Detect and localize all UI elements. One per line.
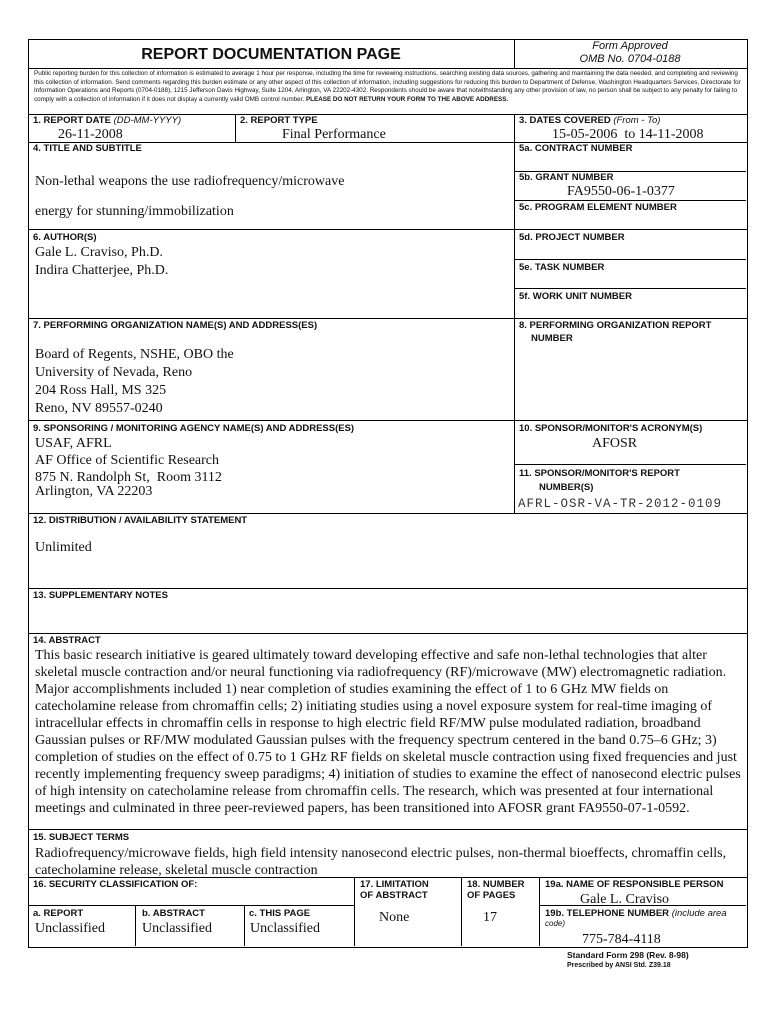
divider bbox=[354, 877, 355, 946]
title-line-1[interactable]: Non-lethal weapons the use radiofrequency/microwave bbox=[35, 174, 345, 189]
page-count-label: 18. NUMBER bbox=[467, 879, 525, 890]
form-approved-label: Form Approved bbox=[592, 40, 668, 52]
grant-number-value[interactable]: FA9550-06-1-0377 bbox=[567, 184, 675, 199]
divider bbox=[514, 288, 746, 289]
page-count-label-2: OF PAGES bbox=[467, 890, 516, 901]
telephone-hint-2: code) bbox=[545, 919, 566, 928]
distribution-value[interactable]: Unlimited bbox=[35, 540, 92, 555]
performing-org-report-label-2: NUMBER bbox=[531, 333, 573, 344]
sponsor-acronym-value[interactable]: AFOSR bbox=[592, 436, 638, 451]
sponsoring-agency-line-1[interactable]: USAF, AFRL bbox=[35, 436, 112, 451]
report-date-hint: (DD-MM-YYYY) bbox=[113, 115, 182, 126]
sponsor-report-label-2: NUMBER(S) bbox=[539, 482, 594, 493]
divider bbox=[28, 829, 748, 830]
sponsoring-agency-line-3[interactable]: 875 N. Randolph St, Room 3112 bbox=[35, 470, 222, 485]
telephone-label: 19b. TELEPHONE NUMBER (include area bbox=[545, 908, 727, 919]
report-type-value[interactable]: Final Performance bbox=[282, 127, 386, 142]
divider bbox=[514, 114, 515, 514]
divider bbox=[514, 259, 746, 260]
telephone-value[interactable]: 775-784-4118 bbox=[582, 932, 661, 947]
burden-warning: PLEASE DO NOT RETURN YOUR FORM TO THE ABOVE ADDRESS. bbox=[305, 95, 509, 103]
distribution-label: 12. DISTRIBUTION / AVAILABILITY STATEMENT bbox=[33, 515, 248, 526]
divider bbox=[244, 905, 245, 946]
sponsoring-agency-line-4[interactable]: Arlington, VA 22203 bbox=[35, 484, 153, 499]
divider bbox=[28, 905, 354, 906]
this-page-class-label: c. THIS PAGE bbox=[249, 908, 311, 919]
report-type-label: 2. REPORT TYPE bbox=[240, 115, 318, 126]
sponsor-acronym-label: 10. SPONSOR/MONITOR'S ACRONYM(S) bbox=[519, 423, 703, 434]
sponsoring-agency-label: 9. SPONSORING / MONITORING AGENCY NAME(S) AND ADDRESS(ES) bbox=[33, 423, 355, 434]
title-line-2[interactable]: energy for stunning/immobilization bbox=[35, 204, 234, 219]
author-1[interactable]: Gale L. Craviso, Ph.D. bbox=[35, 245, 163, 260]
sponsor-report-number[interactable]: AFRL-OSR-VA-TR-2012-0109 bbox=[518, 497, 723, 511]
abstract-text[interactable]: This basic research initiative is geared ultimately toward developing effective and safe non-lethal technologies that alter skeletal muscle contraction and/or neural functioning via radiofrequency (RF)/microwave (MW) electromagnetic radiation. Major accomplishments included 1) near completion of studies examining the effect of 1 to 6 GHz MW fields on catecholamine release from chromaffin cells; 2) initiating studies using a novel exposure system for real-time imaging of intracellular effects in chromaffin cells in response to high electric field RF/MW pulse modulated radiation, broadband Gaussian pulses or RF/MW modulated Gaussian pulses with the frequency spectrum centered in the band 0.75–6 GHz; 3) completion of studies on the effect of 0.75 to 1 GHz RF fields on skeletal muscle contraction using fixed frequencies and just recently implementing frequency sweep paradigms; 4) initiation of studies to examine the effect of nanosecond electric pulses of high intensity on catecholamine release from chromaffin cells. The research, which was presented at four international meetings and culminated in three peer-reviewed papers, has been transitioned into AFOSR grant FA9550-07-1-0592. bbox=[35, 648, 741, 816]
this-page-class-value[interactable]: Unclassified bbox=[250, 921, 320, 936]
grant-number-label: 5b. GRANT NUMBER bbox=[519, 172, 614, 183]
report-class-label: a. REPORT bbox=[33, 908, 84, 919]
divider bbox=[28, 877, 748, 878]
limitation-label: 17. LIMITATION bbox=[360, 879, 429, 890]
responsible-person-label: 19a. NAME OF RESPONSIBLE PERSON bbox=[545, 879, 724, 890]
responsible-person-value[interactable]: Gale L. Craviso bbox=[580, 892, 670, 907]
performing-org-line-4[interactable]: Reno, NV 89557-0240 bbox=[35, 401, 163, 416]
security-classification-label: 16. SECURITY CLASSIFICATION OF: bbox=[33, 879, 198, 890]
ansi-label: Prescribed by ANSI Std. Z39.18 bbox=[567, 962, 671, 969]
abstract-class-label: b. ABSTRACT bbox=[142, 908, 205, 919]
dates-covered-hint: (From - To) bbox=[613, 115, 661, 126]
divider bbox=[28, 229, 748, 230]
divider bbox=[28, 420, 748, 421]
performing-org-report-label: 8. PERFORMING ORGANIZATION REPORT bbox=[519, 320, 712, 331]
sponsoring-agency-line-2[interactable]: AF Office of Scientific Research bbox=[35, 453, 220, 468]
divider bbox=[28, 318, 748, 319]
author-2[interactable]: Indira Chatterjee, Ph.D. bbox=[35, 263, 169, 278]
dates-covered-value[interactable]: 15-05-2006 to 14-11-2008 bbox=[552, 127, 704, 142]
limitation-label-2: OF ABSTRACT bbox=[360, 890, 428, 901]
program-element-label: 5c. PROGRAM ELEMENT NUMBER bbox=[519, 202, 677, 213]
omb-number: OMB No. 0704-0188 bbox=[579, 53, 681, 65]
report-date-label: 1. REPORT DATE (DD-MM-YYYY) bbox=[33, 115, 182, 126]
divider bbox=[514, 464, 746, 465]
burden-statement bbox=[34, 70, 742, 104]
dates-covered-label: 3. DATES COVERED (From - To) bbox=[519, 115, 661, 126]
subject-terms-text[interactable]: Radiofrequency/microwave fields, high field intensity nanosecond electric pulses, non-thermal bioeffects, chromaffin cells, catecholamine release, skeletal muscle contraction bbox=[35, 846, 727, 877]
performing-org-label: 7. PERFORMING ORGANIZATION NAME(S) AND ADDRESS(ES) bbox=[33, 320, 318, 331]
burden-text: Public reporting burden for this collection of information is estimated to average 1 hour per response, including the time for reviewing instructions, searching existing data sources, gathering and maintaining the data needed, and completing and reviewing this collection of information. Send comments regarding this burden estimate or any other aspect of this collection of information, including suggestions for reducing this burden to Department of Defense, Washington Headquarters Services, Directorate for Information Operations and Reports (0704-0188), 1215 Jefferson Davis Highway, Suite 1204, Arlington, VA 22202-4302. Respondents should be aware that notwithstanding any other provision of law, no person shall be subject to any penalty for failing to comply with a collection of information if it does not display a currently valid OMB control number. bbox=[34, 70, 741, 103]
performing-org-line-2[interactable]: University of Nevada, Reno bbox=[35, 365, 193, 380]
divider bbox=[28, 513, 748, 514]
divider bbox=[539, 877, 540, 946]
divider bbox=[135, 905, 136, 946]
limitation-value[interactable]: None bbox=[379, 910, 410, 925]
report-class-value[interactable]: Unclassified bbox=[35, 921, 105, 936]
divider bbox=[514, 200, 746, 201]
task-number-label: 5e. TASK NUMBER bbox=[519, 262, 605, 273]
authors-label: 6. AUTHOR(S) bbox=[33, 232, 97, 243]
sponsor-report-label: 11. SPONSOR/MONITOR'S REPORT bbox=[519, 468, 680, 479]
project-number-label: 5d. PROJECT NUMBER bbox=[519, 232, 625, 243]
divider bbox=[28, 633, 748, 634]
contract-number-label: 5a. CONTRACT NUMBER bbox=[519, 143, 633, 154]
divider bbox=[461, 877, 462, 946]
form-title: REPORT DOCUMENTATION PAGE bbox=[141, 46, 401, 63]
divider bbox=[28, 588, 748, 589]
report-date-value[interactable]: 26-11-2008 bbox=[58, 127, 123, 142]
supplementary-notes-label: 13. SUPPLEMENTARY NOTES bbox=[33, 590, 168, 601]
telephone-hint: (include area bbox=[671, 908, 727, 919]
abstract-label: 14. ABSTRACT bbox=[33, 635, 101, 646]
subject-terms-label: 15. SUBJECT TERMS bbox=[33, 832, 130, 843]
performing-org-line-1[interactable]: Board of Regents, NSHE, OBO the bbox=[35, 347, 234, 362]
work-unit-label: 5f. WORK UNIT NUMBER bbox=[519, 291, 632, 302]
performing-org-line-3[interactable]: 204 Ross Hall, MS 325 bbox=[35, 383, 167, 398]
standard-form-label: Standard Form 298 (Rev. 8-98) bbox=[567, 950, 689, 960]
abstract-class-value[interactable]: Unclassified bbox=[142, 921, 212, 936]
divider bbox=[235, 114, 236, 143]
title-subtitle-label: 4. TITLE AND SUBTITLE bbox=[33, 143, 142, 154]
page-count-value[interactable]: 17 bbox=[483, 910, 497, 925]
divider bbox=[28, 68, 748, 69]
